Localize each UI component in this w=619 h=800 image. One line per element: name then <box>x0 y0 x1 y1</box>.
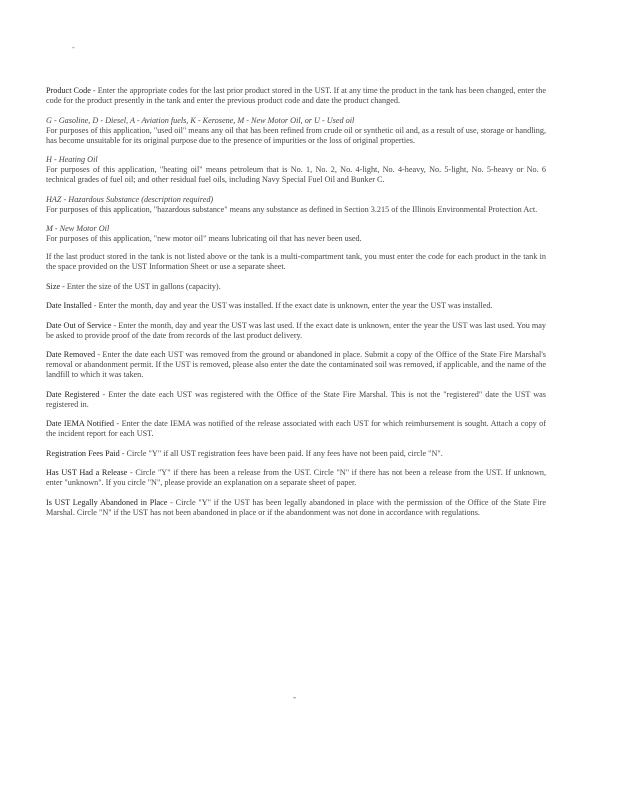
date-iema-notified-text: - Enter the date IEMA was notified of the release associated with each UST for which reimbursement is sought. Attach a copy of the incident report for each UST. <box>46 419 546 438</box>
ust-had-release-lead: Has UST Had a Release <box>46 468 128 477</box>
size-text: - Enter the size of the UST in gallons (capacity). <box>60 281 221 291</box>
page-number: - <box>293 692 296 702</box>
registration-fees-paid-paragraph <box>46 449 546 459</box>
date-registered-lead: Date Registered <box>46 389 100 399</box>
registration-fees-paid-lead: Registration Fees Paid <box>46 448 120 458</box>
date-registered-paragraph <box>46 390 546 410</box>
registration-fees-paid-text: - Circle "Y" if all UST registration fees have been paid. If any fees have not been paid, circle "N". <box>119 448 443 458</box>
ust-had-release-text: - Circle "Y" if there has been a release from the UST. Circle "N" if there has not been a release from the UST. If unknown, enter "unknown". If you circle "N", please provide an explanation on a separate sheet of paper. <box>46 468 546 487</box>
size-lead: Size <box>46 281 61 291</box>
ust-legally-abandoned-text: - Circle "Y" if the UST has been legally abandoned in place with the permission of the Office of the State Fire Marshal. Circle "N" if the UST has not been abandoned in place or if the abandonment was not done in accordance with regulations. <box>46 497 546 517</box>
product-codes-heading: G - Gasoline, D - Diesel, A - Aviation fuels, K - Kerosene, M - New Motor Oil, or U - Used oil <box>46 115 355 125</box>
date-installed-text: - Enter the month, day and year the UST was installed. If the exact date is unknown, enter the year the UST was installed. <box>91 301 493 310</box>
date-out-of-service-text: - Enter the month, day and year the UST was last used. If the exact date is unknown, enter the year the UST was last used. You may be asked to provide proof of the date from records of the last product delivery. <box>46 320 546 340</box>
heating-oil-heading: H - Heating Oil <box>46 155 98 164</box>
other-product-paragraph: If the last product stored in the tank is not listed above or the tank is a multi-compartment tank, you must enter the code for each product in the tank in the space provided on the UST Information Sheet or use a separate sheet. <box>46 252 546 271</box>
product-code-paragraph <box>46 86 546 106</box>
date-removed-text: - Enter the date each UST was removed from the ground or abandoned in place. Submit a copy of the Office of the State Fire Marshal's removal or abandonment permit. If the UST is removed, please also enter the date the contaminated soil was removed, if applicable, and the name of the landfill to which it was taken. <box>46 350 546 379</box>
date-installed-lead: Date Installed <box>46 301 92 310</box>
product-codes-text: For purposes of this application, "used oil" means any oil that has been refined from crude oil or synthetic oil and, as a result of use, storage or handling, has become unsuitable for its original purpose due to the presence of impurities or the loss of original properties. <box>46 125 546 145</box>
instructions-body <box>46 86 546 527</box>
product-code-text: - Enter the appropriate codes for the last prior product stored in the UST. If at any time the product in the tank has been changed, enter the code for the product presently in the tank and enter the previous product code and date the product changed. <box>46 86 546 105</box>
hazardous-substance-heading: HAZ - Hazardous Substance (description required) <box>46 194 214 204</box>
date-removed-lead: Date Removed <box>46 350 96 359</box>
date-installed-paragraph <box>46 301 546 311</box>
new-motor-oil-block <box>46 224 546 244</box>
date-out-of-service-paragraph <box>46 321 546 341</box>
new-motor-oil-text: For purposes of this application, "new motor oil" means lubricating oil that has never been used. <box>46 234 362 243</box>
hazardous-substance-text: For purposes of this application, "hazardous substance" means any substance as defined in Section 3.215 of the Illinois Environmental Protection Act. <box>46 204 538 214</box>
date-out-of-service-lead: Date Out of Service <box>46 320 112 330</box>
date-removed-paragraph <box>46 350 546 380</box>
new-motor-oil-heading: M - New Motor Oil <box>46 224 110 233</box>
size-paragraph <box>46 282 546 292</box>
product-code-lead: Product Code <box>46 86 91 95</box>
date-iema-notified-lead: Date IEMA Notified <box>46 419 115 428</box>
page-mark: - <box>72 43 75 52</box>
heating-oil-text: For purposes of this application, "heating oil" means petroleum that is No. 1, No. 2, No. 4-light, No. 4-heavy, No. 5-light, No. 5-heavy or No. 6 technical grades of fuel oil; and other residual fuel oils, including Navy Special Fuel Oil and Bunker C. <box>46 165 546 184</box>
heating-oil-block <box>46 155 546 185</box>
ust-legally-abandoned-paragraph <box>46 498 546 518</box>
date-iema-notified-paragraph <box>46 419 546 439</box>
date-registered-text: - Enter the date each UST was registered with the Office of the State Fire Marshal. This is not the "registered" date the UST was registered in. <box>46 389 546 409</box>
ust-legally-abandoned-lead: Is UST Legally Abandoned in Place <box>46 497 168 507</box>
ust-had-release-paragraph <box>46 468 546 488</box>
product-codes-block <box>46 116 546 146</box>
hazardous-substance-block <box>46 195 546 215</box>
